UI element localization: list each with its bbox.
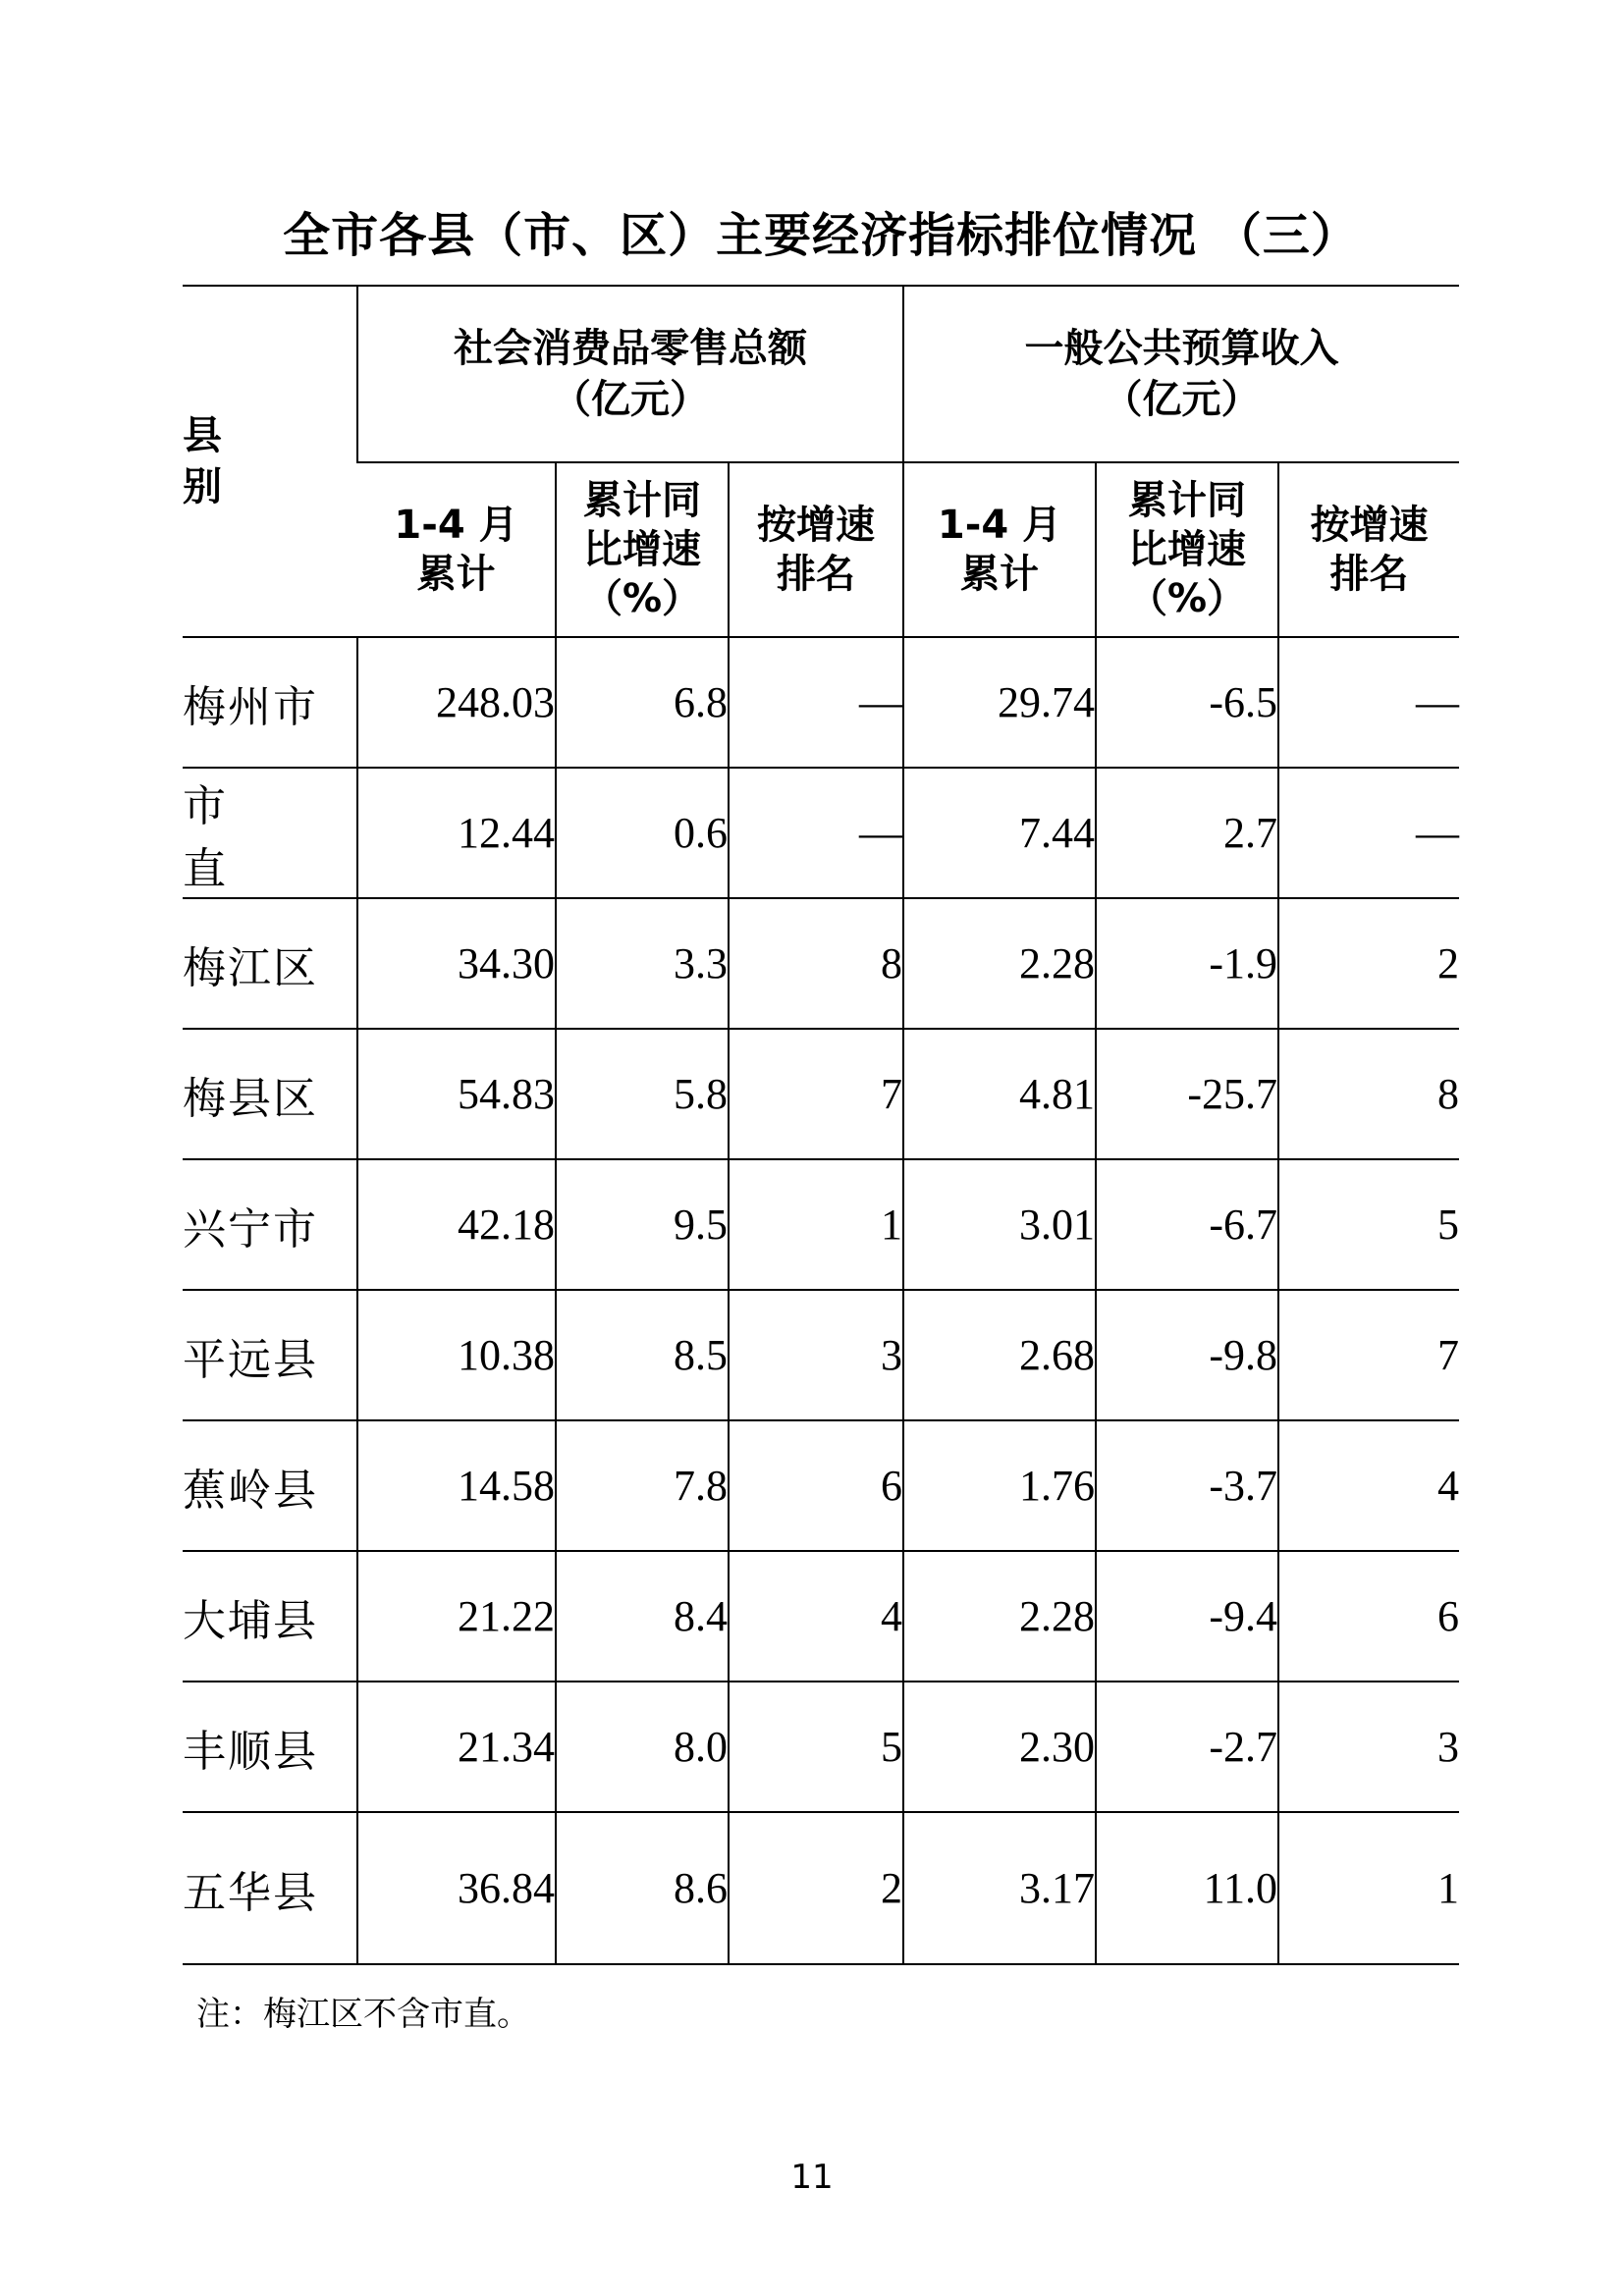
budget-growth: -6.5 [1096,637,1278,768]
retail-cumulative: 36.84 [357,1812,556,1964]
budget-group-title: 一般公共预算收入 [1024,326,1339,371]
retail-rank: 1 [729,1159,903,1290]
budget-group-header [903,286,1459,462]
retail-cumulative: 21.22 [357,1551,556,1682]
retail-rank: 8 [729,898,903,1029]
retail-cumulative: 21.34 [357,1682,556,1812]
budget-growth: -9.8 [1096,1290,1278,1420]
budget-cumulative: 1.76 [903,1420,1096,1551]
header-line: 累计 [416,552,496,597]
table-row [183,1420,1459,1551]
budget-growth: -2.7 [1096,1682,1278,1812]
retail-cumulative: 12.44 [357,768,556,898]
table-row [183,1812,1459,1964]
retail-group-unit: （亿元） [552,377,710,422]
retail-growth: 7.8 [556,1420,729,1551]
header-line: 排名 [1329,552,1409,597]
budget-rank: — [1278,768,1459,898]
table-row [183,1551,1459,1682]
retail-rank: 3 [729,1290,903,1420]
budget-rank: 5 [1278,1159,1459,1290]
budget-cumulative: 3.17 [903,1812,1096,1964]
table-row [183,1029,1459,1159]
table-row [183,1290,1459,1420]
budget-rank: 7 [1278,1290,1459,1420]
table-row [183,1159,1459,1290]
budget-growth: 2.7 [1096,768,1278,898]
budget-cumulative: 3.01 [903,1159,1096,1290]
table-row [183,1682,1459,1812]
header-row-groups [183,286,1459,462]
budget-cumulative: 2.68 [903,1290,1096,1420]
budget-growth-header [1096,462,1278,637]
retail-rank: — [729,637,903,768]
table-row [183,898,1459,1029]
retail-cumulative: 248.03 [357,637,556,768]
retail-growth-header [556,462,729,637]
header-line: 累计同 [583,478,701,523]
budget-cumulative: 29.74 [903,637,1096,768]
budget-rank: 8 [1278,1029,1459,1159]
retail-cumulative: 10.38 [357,1290,556,1420]
page-number: 11 [790,2158,834,2197]
retail-rank: 4 [729,1551,903,1682]
county-name: 大埔县 [183,1551,357,1682]
budget-growth: -9.4 [1096,1551,1278,1682]
retail-cumulative: 42.18 [357,1159,556,1290]
county-name: 梅县区 [183,1029,357,1159]
header-line: 累计同 [1128,478,1247,523]
budget-cumulative: 2.28 [903,1551,1096,1682]
budget-growth: -1.9 [1096,898,1278,1029]
table-row [183,768,1459,898]
header-line: 排名 [777,552,856,597]
retail-growth: 5.8 [556,1029,729,1159]
county-name: 梅州市 [183,637,357,768]
retail-rank: — [729,768,903,898]
header-line: 1-4 月 [394,503,518,548]
budget-cumulative-header [903,462,1096,637]
retail-rank-header [729,462,903,637]
retail-cumulative: 54.83 [357,1029,556,1159]
budget-rank: 2 [1278,898,1459,1029]
budget-growth: -25.7 [1096,1029,1278,1159]
header-line: 比增速 [583,527,701,572]
header-line: 按增速 [1310,503,1429,548]
table-row [183,637,1459,768]
county-name: 市直 [183,768,357,898]
retail-cumulative: 34.30 [357,898,556,1029]
county-name: 五华县 [183,1812,357,1964]
retail-rank: 7 [729,1029,903,1159]
header-line: （%） [582,576,702,621]
retail-growth: 9.5 [556,1159,729,1290]
retail-growth: 3.3 [556,898,729,1029]
retail-growth: 8.0 [556,1682,729,1812]
county-name: 平远县 [183,1290,357,1420]
header-line: 累计 [960,552,1040,597]
retail-rank: 6 [729,1420,903,1551]
county-name: 丰顺县 [183,1682,357,1812]
retail-cumulative: 14.58 [357,1420,556,1551]
budget-rank: 6 [1278,1551,1459,1682]
county-header: 县 别 [183,286,357,637]
budget-rank: 4 [1278,1420,1459,1551]
budget-cumulative: 4.81 [903,1029,1096,1159]
budget-rank-header [1278,462,1459,637]
budget-cumulative: 2.30 [903,1682,1096,1812]
budget-rank: — [1278,637,1459,768]
budget-growth: -3.7 [1096,1420,1278,1551]
budget-group-unit: （亿元） [1103,377,1261,422]
indicator-table [183,285,1459,1965]
header-line: （%） [1127,576,1247,621]
budget-growth: 11.0 [1096,1812,1278,1964]
retail-rank: 5 [729,1682,903,1812]
retail-growth: 8.6 [556,1812,729,1964]
county-name: 蕉岭县 [183,1420,357,1551]
county-name: 梅江区 [183,898,357,1029]
header-line: 1-4 月 [937,503,1062,548]
budget-cumulative: 2.28 [903,898,1096,1029]
header-row-columns [183,462,1459,637]
retail-growth: 6.8 [556,637,729,768]
retail-growth: 8.5 [556,1290,729,1420]
retail-group-header [357,286,903,462]
retail-rank: 2 [729,1812,903,1964]
budget-growth: -6.7 [1096,1159,1278,1290]
retail-growth: 0.6 [556,768,729,898]
header-line: 按增速 [757,503,876,548]
footnote: 注：梅江区不含市直。 [196,1995,530,2034]
county-name: 兴宁市 [183,1159,357,1290]
header-line: 比增速 [1128,527,1247,572]
retail-group-title: 社会消费品零售总额 [454,326,808,371]
retail-cumulative-header [357,462,556,637]
page-title: 全市各县（市、区）主要经济指标排位情况 （三） [283,208,1359,263]
budget-cumulative: 7.44 [903,768,1096,898]
budget-rank: 1 [1278,1812,1459,1964]
retail-growth: 8.4 [556,1551,729,1682]
budget-rank: 3 [1278,1682,1459,1812]
